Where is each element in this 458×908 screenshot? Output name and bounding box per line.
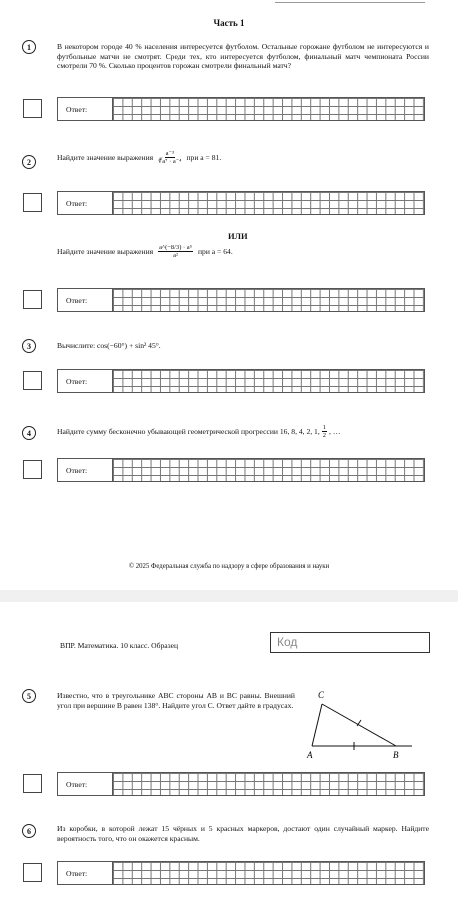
page-gap <box>0 590 458 602</box>
answer-grid[interactable] <box>112 98 424 120</box>
part-title: Часть 1 <box>213 18 245 28</box>
task-2-alt-suffix: при a = 64. <box>197 246 233 256</box>
answer-row-1[interactable] <box>57 97 425 121</box>
vertex-c-label: C <box>318 690 325 700</box>
score-box-5 <box>23 774 42 793</box>
answer-grid[interactable] <box>112 459 424 481</box>
score-box-3 <box>23 371 42 390</box>
task-6-text: Из коробки, в которой лежат 15 чёрных и 5 красных маркеров, достают один случайный маркер. Найдите вероятность того, что он окажется красным. <box>57 824 429 843</box>
task-2-numerator: a⁻³ <box>165 150 174 157</box>
answer-row-6[interactable] <box>57 861 425 885</box>
task-number-2: 2 <box>22 155 36 169</box>
triangle-figure <box>296 684 426 762</box>
task-3-text: Вычислите: cos(−60°) + sin² 45°. <box>57 341 161 350</box>
side-ca <box>312 704 322 746</box>
task-2-prefix: Найдите значение выражения <box>57 152 154 162</box>
task-2-text <box>57 150 429 165</box>
task-2-alt-prefix: Найдите значение выражения <box>57 246 154 256</box>
side-cb <box>322 704 396 746</box>
copyright-footer: © 2025 Федеральная служба по надзору в сфере образования и науки <box>128 563 330 570</box>
score-box-2-alt <box>23 290 42 309</box>
answer-grid[interactable] <box>112 773 424 795</box>
vertex-a-label: A <box>307 750 313 760</box>
answer-row-2-alt[interactable] <box>57 288 425 312</box>
answer-row-4[interactable] <box>57 458 425 482</box>
answer-grid[interactable] <box>112 192 424 214</box>
task-2-alt-numerator: a^(−8/3) · a⁵ <box>159 244 192 251</box>
score-box-6 <box>23 863 42 882</box>
task-number-6: 6 <box>22 824 36 838</box>
task-2-alt-fraction <box>158 244 193 259</box>
answer-grid[interactable] <box>112 862 424 884</box>
answer-row-5[interactable] <box>57 772 425 796</box>
task-number-1: 1 <box>22 40 36 54</box>
score-box-1 <box>23 99 42 118</box>
top-rule <box>275 0 425 3</box>
task-number-3: 3 <box>22 339 36 353</box>
score-box-2 <box>23 193 42 212</box>
task-4-text <box>57 424 429 439</box>
task-2-alt-text <box>57 244 429 259</box>
answer-label: Ответ: <box>66 198 88 208</box>
answer-label: Ответ: <box>66 104 88 114</box>
task-4-body: Найдите сумму бесконечно убывающей геометрической прогрессии 16, 8, 4, 2, 1, <box>57 426 320 436</box>
answer-label: Ответ: <box>66 376 88 386</box>
task-2-fraction <box>158 150 181 165</box>
answer-label: Ответ: <box>66 779 88 789</box>
vertex-b-label: B <box>393 750 399 760</box>
or-label: ИЛИ <box>228 231 248 241</box>
task-5-text: Известно, что в треугольнике ABC стороны AB и BC равны. Внешний угол при вершине B равен 138°. Найдите угол C. Ответ дайте в градусах. <box>57 691 295 710</box>
page-2 <box>0 602 458 908</box>
answer-grid[interactable] <box>112 370 424 392</box>
task-4-fraction <box>322 424 327 439</box>
task-2-alt-denominator: a² <box>173 252 178 259</box>
task-1-text: В некотором городе 40 % населения интересуется футболом. Остальные горожане футболом не интересуются и футбольные матчи не смотрят. Среди тех, кто интересуется футболом, финальный матч чемпионата России смотрели 70 %. Сколько процентов горожан смотрели финальный матч? <box>57 42 429 71</box>
task-2-denominator: ∜a⁷ · a⁻⁴ <box>158 158 182 165</box>
score-box-4 <box>23 460 42 479</box>
task-4-tail: , … <box>329 426 341 436</box>
answer-row-3[interactable] <box>57 369 425 393</box>
answer-grid[interactable] <box>112 289 424 311</box>
task-4-fraction-num: 1 <box>322 424 327 431</box>
answer-label: Ответ: <box>66 465 88 475</box>
task-number-5: 5 <box>22 689 36 703</box>
task-number-4: 4 <box>22 426 36 440</box>
task-4-fraction-den: 2 <box>322 432 327 439</box>
page-header: ВПР. Математика. 10 класс. Образец <box>60 641 179 650</box>
code-field[interactable]: Код <box>270 632 430 653</box>
answer-label: Ответ: <box>66 295 88 305</box>
answer-row-2[interactable] <box>57 191 425 215</box>
answer-label: Ответ: <box>66 868 88 878</box>
task-2-suffix: при a = 81. <box>186 152 222 162</box>
